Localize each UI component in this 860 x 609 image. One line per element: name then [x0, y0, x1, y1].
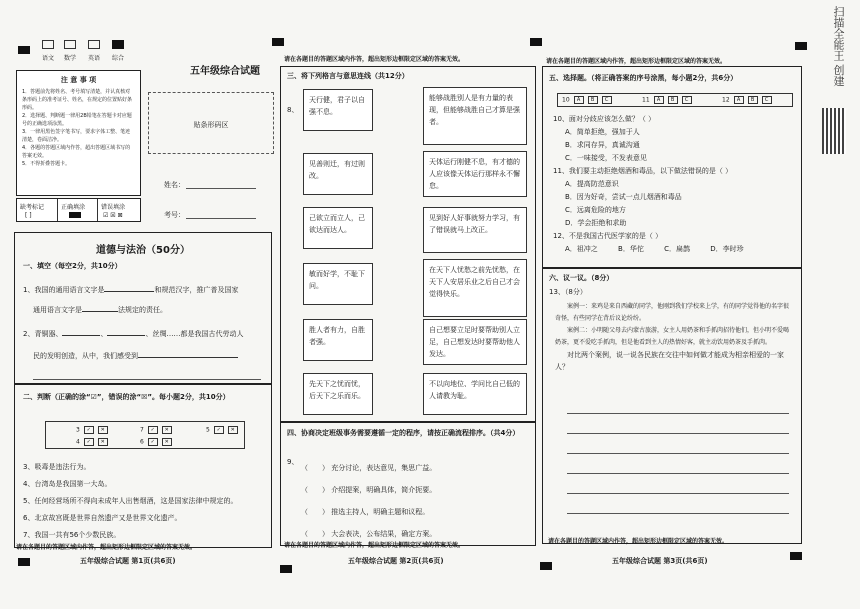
q9-num: 9、	[287, 458, 299, 466]
check-box[interactable]: ✓	[148, 438, 158, 446]
section-dfl	[14, 232, 272, 548]
judge-num: 6	[140, 438, 144, 446]
order-item	[301, 457, 436, 479]
left-proverb[interactable]: 敏而好学，不耻下问。	[303, 263, 373, 305]
order-blank[interactable]: （ ）	[301, 508, 329, 516]
judge-num: 5	[206, 426, 210, 434]
column-3	[542, 66, 802, 544]
notice-item: 1．答题前先将姓名、考号填写清楚，并认真核对条形码上的准考证号、姓名，在规定的位置贴好条形码。	[22, 89, 133, 111]
q10-option: C．一味接受，不发表意见	[565, 154, 647, 162]
q1-text-a: 1、我国的通用语言文字是	[23, 286, 105, 294]
warning-text: 请在各题目的答题区域内作答，超出矩形边框限定区域的答案无效。	[548, 538, 729, 545]
left-proverb[interactable]: 己欲立而立人，己欲达而达人。	[303, 207, 373, 249]
q11-text: 11、我们要主动拒绝烟酒和毒品，以下做法错误的是（ ）	[553, 167, 733, 175]
part4-title: 四、协商决定班级事务需要遵循一定的程序，请按正确流程排序。（共4分）	[287, 429, 520, 437]
judge-question: 6、北京故宫既是世界自然遗产又是世界文化遗产。	[23, 514, 182, 522]
choice-box[interactable]: C	[682, 96, 692, 104]
absent-mark-box[interactable]: [ ]	[25, 212, 32, 219]
q11-option: B．因为好奇，尝试一点儿烟酒和毒品	[565, 193, 682, 201]
case-one: 案例一：来鸡是来自西藏的同学，他刚到我们学校来上学，有的同学觉得他的名字很奇怪，有些同学在背后议论纷纷。	[555, 303, 790, 322]
right-meaning[interactable]: 能够战胜别人是有力量的表现，但能够战胜自己才算是强者。	[423, 87, 527, 145]
q1-blank[interactable]	[82, 311, 118, 312]
q1-text-c: 通用语言文字是	[33, 306, 82, 314]
q2-answer-line[interactable]	[33, 379, 261, 380]
order-blank[interactable]: （ ）	[301, 486, 329, 494]
q12-option: B．华佗	[618, 245, 644, 253]
choice-grid	[557, 93, 793, 107]
right-meaning[interactable]: 自己想要立足时要帮助别人立足，自己想发达时要帮助他人发达。	[423, 319, 527, 365]
qr-code-icon	[822, 108, 846, 154]
part1-title: 一、填空（每空2分，共10分）	[23, 262, 122, 270]
answer-line[interactable]	[567, 413, 789, 414]
choice-num: 11	[642, 96, 650, 104]
order-text: 推选主持人，明确主题和议程。	[331, 508, 430, 516]
subject-label: 英语	[88, 55, 101, 62]
q12-option: D．李时珍	[710, 245, 744, 253]
q12-option: C．扁鹊	[664, 245, 690, 253]
part5-title: 五、选择题。（将正确答案的序号涂黑，每小题2分，共6分）	[549, 74, 738, 82]
answer-line[interactable]	[567, 473, 789, 474]
judge-question: 4、台湾岛是我国第一大岛。	[23, 480, 112, 488]
correct-mark-label: 正确填涂	[61, 204, 86, 211]
corner-mark	[280, 565, 292, 573]
page-footer: 五年级综合试题 第1页(共6页)	[80, 557, 176, 565]
q13-num: 13、（8分）	[549, 288, 587, 296]
left-proverb[interactable]: 见善则迁，有过则改。	[303, 153, 373, 195]
answer-line[interactable]	[567, 493, 789, 494]
q11-option: D．学会拒绝和求助	[565, 219, 627, 227]
q10-option: A．简单拒绝，强加于人	[565, 128, 640, 136]
q1-text-d: 法规定的责任。	[118, 306, 167, 314]
notice-title: 注 意 事 项	[60, 76, 97, 84]
page-footer: 五年级综合试题 第3页(共6页)	[612, 557, 708, 565]
judge-num: 7	[140, 426, 144, 434]
answer-line[interactable]	[567, 453, 789, 454]
choice-box[interactable]: A	[734, 96, 744, 104]
choice-num: 10	[562, 96, 570, 104]
choice-box[interactable]: C	[762, 96, 772, 104]
right-meaning[interactable]: 天体运行刚健不息，有才德的人应该像天体运行那样永不懈怠。	[423, 151, 527, 197]
choice-box[interactable]: A	[654, 96, 664, 104]
notice-box	[16, 70, 141, 196]
name-field[interactable]	[186, 188, 256, 189]
judge-question: 3、吸毒是违法行为。	[23, 463, 91, 471]
q2-text-a: 2、青铜器、	[23, 330, 63, 338]
choice-box[interactable]: C	[602, 96, 612, 104]
subject-box[interactable]	[64, 40, 76, 49]
warning-text: 请在各题目的答题区域内作答，超出矩形边框限定区域的答案无效。	[284, 56, 465, 63]
name-label: 姓名：	[164, 181, 185, 189]
right-meaning[interactable]: 在天下人忧愁之前先忧愁，在天下人安居乐业之后自己才会觉得快乐。	[423, 259, 527, 317]
absent-mark-label: 缺考标记	[20, 204, 45, 211]
check-box[interactable]: ✓	[84, 426, 94, 434]
corner-mark	[530, 38, 542, 46]
scanner-watermark: 扫描全能王 创建	[832, 6, 845, 87]
judge-question: 7、我国一共有56个少数民族。	[23, 531, 121, 539]
check-box[interactable]: ✓	[214, 426, 224, 434]
part6-title: 六、议一议。（8分）	[549, 274, 614, 282]
left-proverb[interactable]: 先天下之忧而忧，后天下之乐而乐。	[303, 373, 373, 415]
q8-num: 8、	[287, 106, 299, 114]
barcode-area[interactable]	[148, 92, 274, 154]
subject-box[interactable]	[42, 40, 54, 49]
left-proverb[interactable]: 胜人者有力，自胜者强。	[303, 319, 373, 361]
order-text: 充分讨论，表达意见，集思广益。	[331, 464, 437, 472]
answer-line[interactable]	[567, 513, 789, 514]
choice-num: 12	[722, 96, 730, 104]
q11-option: C．远离危险的地方	[565, 206, 626, 214]
notice-item: 4．各题的答题区域内作答，超出答题区域书写的答案无效。	[22, 145, 131, 159]
marks-row	[16, 198, 141, 222]
exam-no-label: 考号：	[164, 211, 185, 219]
q1-blank[interactable]	[104, 291, 154, 292]
order-item	[301, 479, 436, 501]
order-blank[interactable]: （ ）	[301, 464, 329, 472]
q10-option: B．求同存异，真诚沟通	[565, 141, 640, 149]
judge-num: 4	[76, 438, 80, 446]
exam-title: 五年级综合试题	[190, 66, 260, 77]
notice-item: 2．选择题、判断题一律用2B铅笔在答题卡对应题号的正确选项涂黑。	[22, 113, 132, 127]
judge-grid	[45, 421, 245, 449]
warning-text: 请在各题目的答题区域内作答，超出矩形边框限定区域的答案无效。	[16, 544, 197, 551]
subject-box-filled[interactable]	[112, 40, 124, 49]
q11-option: A．提高防范意识	[565, 180, 619, 188]
choice-box[interactable]: B	[668, 96, 678, 104]
part2-title: 二、判断（正确的涂“☑”，错误的涂“☒”。每小题2分，共10分）	[23, 393, 230, 401]
wrong-mark-label: 错误填涂	[101, 204, 126, 211]
corner-mark	[18, 558, 30, 566]
discussion-prompt: 对比两个案例，说一说各民族在交往中如何做才能成为相亲相爱的一家人？	[555, 351, 784, 371]
cross-box[interactable]: ✕	[98, 438, 108, 446]
choice-box[interactable]: B	[748, 96, 758, 104]
choice-box[interactable]: A	[574, 96, 584, 104]
q10-text: 10、面对分歧应该怎么做？（ ）	[553, 115, 656, 123]
barcode-label: 贴条形码区	[193, 121, 229, 129]
cross-box[interactable]: ✕	[98, 426, 108, 434]
order-blank[interactable]: （ ）	[301, 530, 329, 538]
right-meaning[interactable]: 不以向地位、学问比自己低的人请教为耻。	[423, 373, 527, 415]
notice-item: 5．不得折叠答题卡。	[22, 161, 71, 167]
judge-question: 5、任何经营场所不得向未成年人出售烟酒，这是国家法律中规定的。	[23, 497, 238, 505]
subject-label: 数学	[64, 55, 77, 62]
corner-mark	[272, 38, 284, 46]
corner-mark	[795, 42, 807, 50]
cross-box[interactable]: ✕	[228, 426, 238, 434]
page-footer: 五年级综合试题 第2页(共6页)	[348, 557, 444, 565]
column-2	[280, 66, 536, 546]
wrong-mark-sample: ☑ ☒ ⊠	[103, 212, 123, 219]
warning-text: 请在各题目的答题区域内作答，超出矩形边框限定区域的答案无效。	[284, 542, 465, 549]
order-text: 介绍提案，明确具体，简介扼要。	[331, 486, 437, 494]
right-meaning[interactable]: 见到好人好事就努力学习，有了错误就马上改正。	[423, 207, 527, 253]
q12-option: A．祖冲之	[565, 245, 598, 253]
q2-text-b: 、	[100, 330, 108, 338]
q2-text-d: 民的发明创造，从中，我们感受到	[33, 352, 138, 360]
cross-box[interactable]: ✕	[162, 426, 172, 434]
exam-no-field[interactable]	[186, 218, 256, 219]
part3-title: 三、将下列格言与意思连线（共12分）	[287, 72, 409, 80]
order-text: 大会表决，公布结果，确定方案。	[331, 530, 437, 538]
judge-num: 3	[76, 426, 80, 434]
q2-blank[interactable]	[107, 335, 145, 336]
case-two: 案例二：小明随父母去内蒙古旅游，女主人用奶茶和手抓肉招待他们，但小明不爱喝奶茶，更不爱吃手抓肉，但是他看到主人的热情好客，就主动饮用奶茶及手抓肉。	[555, 327, 790, 346]
q2-text-c: 、丝绸……都是我国古代劳动人	[145, 330, 244, 338]
q1-text-b: 和规范汉字，推广普及国家	[154, 286, 239, 294]
check-box[interactable]: ✓	[84, 438, 94, 446]
check-box[interactable]: ✓	[148, 426, 158, 434]
corner-mark	[790, 552, 802, 560]
corner-mark	[540, 562, 552, 570]
subject-label: 综合	[112, 55, 125, 62]
corner-mark	[18, 46, 30, 54]
subject-box[interactable]	[88, 40, 100, 49]
subject-selector	[42, 40, 142, 64]
choice-box[interactable]: B	[588, 96, 598, 104]
subject-label: 语文	[42, 55, 55, 62]
q2-blank[interactable]	[62, 335, 100, 336]
section-title: 道德与法治（50分）	[96, 245, 190, 256]
order-item	[301, 501, 436, 523]
answer-line[interactable]	[567, 433, 789, 434]
left-proverb[interactable]: 天行健，君子以自强不息。	[303, 89, 373, 131]
q12-text: 12、不是我国古代医学家的是（ ）	[553, 232, 663, 240]
q2-blank[interactable]	[138, 357, 238, 358]
correct-mark-sample	[69, 212, 81, 218]
cross-box[interactable]: ✕	[162, 438, 172, 446]
notice-item: 3．一律用黑色签字笔书写，要求字体工整、笔迹清楚，卷面洁净。	[22, 129, 131, 143]
warning-text: 请在各题目的答题区域内作答，超出矩形边框限定区域的答案无效。	[546, 58, 727, 65]
